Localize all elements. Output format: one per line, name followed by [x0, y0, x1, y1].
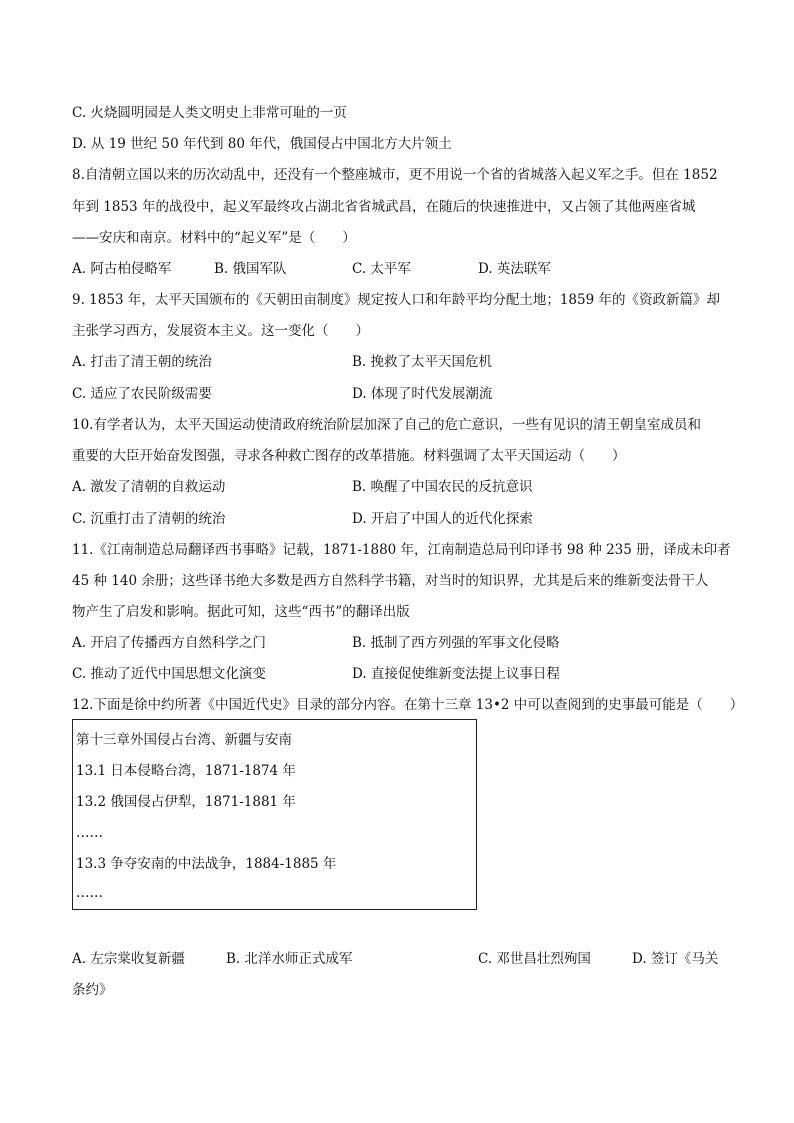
q11-option-c: C. 推动了近代中国思想文化演变 — [72, 666, 266, 682]
q9-option-c: C. 适应了农民阶级需要 — [72, 386, 212, 402]
q11-stem-line2: 45 种 140 余册；这些译书绝大多数是西方自然科学书籍，对当时的知识界，尤其是后来的维新变法骨干人 — [72, 573, 709, 589]
q12-option-d-continued: 条约》 — [72, 982, 113, 998]
q10-stem-line1: 10.有学者认为，太平天国运动使清政府统治阶层加深了自己的危亡意识，一些有见识的清王朝皇室成员和 — [72, 417, 701, 433]
q10-option-a: A. 激发了清朝的自救运动 — [72, 479, 226, 495]
q9-option-b: B. 挽救了太平天国危机 — [352, 354, 493, 370]
q12-option-b: B. 北洋水师正式成军 — [226, 951, 353, 967]
q9-option-a: A. 打击了清王朝的统治 — [72, 354, 212, 370]
q12-stem-line1: 12.下面是徐中约所著《中国近代史》目录的部分内容。在第十三章 13•2 中可以查阅到的史事最可能是（ ） — [72, 697, 744, 713]
q10-option-b: B. 唤醒了中国农民的反抗意识 — [352, 479, 533, 495]
q12-option-c: C. 邓世昌壮烈殉国 — [478, 951, 591, 967]
q8-option-a: A. 阿古柏侵略军 — [72, 261, 172, 277]
q10-option-c: C. 沉重打击了清朝的统治 — [72, 511, 226, 527]
table-of-contents-box — [72, 719, 477, 910]
toc-section-13-1: 13.1 日本侵略台湾，1871-1874 年 — [76, 763, 296, 779]
toc-ellipsis: …… — [76, 825, 103, 841]
toc-section-13-3: 13.3 争夺安南的中法战争，1884-1885 年 — [76, 856, 337, 872]
q11-option-d: D. 直接促使维新变法提上议事日程 — [352, 666, 560, 682]
q7-option-c: C. 火烧圆明园是人类文明史上非常可耻的一页 — [72, 105, 347, 121]
toc-ellipsis: …… — [76, 885, 103, 901]
toc-chapter-title: 第十三章外国侵占台湾、新疆与安南 — [76, 732, 292, 748]
q8-option-b: B. 俄国军队 — [214, 261, 287, 277]
q10-option-d: D. 开启了中国人的近代化探索 — [352, 511, 533, 527]
toc-section-13-2: 13.2 俄国侵占伊犁，1871-1881 年 — [76, 794, 296, 810]
q9-option-d: D. 体现了时代发展潮流 — [352, 386, 493, 402]
q12-option-d: D. 签订《马关 — [632, 951, 719, 967]
q9-stem-line2: 主张学习西方，发展资本主义。这一变化（ ） — [72, 323, 369, 339]
q8-option-c: C. 太平军 — [352, 261, 411, 277]
q9-stem-line1: 9. 1853 年，太平天国颁布的《天朝田亩制度》规定按人口和年龄平均分配土地；1859 年的《资政新篇》却 — [72, 292, 720, 308]
q12-option-a: A. 左宗棠收复新疆 — [72, 951, 185, 967]
q11-option-b: B. 抵制了西方列强的军事文化侵略 — [352, 635, 560, 651]
q10-stem-line2: 重要的大臣开始奋发图强，寻求各种救亡图存的改革措施。材料强调了太平天国运动（ ） — [72, 448, 626, 464]
q8-option-d: D. 英法联军 — [478, 261, 551, 277]
q11-option-a: A. 开启了传播西方自然科学之门 — [72, 635, 266, 651]
q8-stem-line1: 8.自清朝立国以来的历次动乱中，还没有一个整座城市，更不用说一个省的省城落入起义军之手。但在 1852 — [72, 167, 718, 183]
q7-option-d: D. 从 19 世纪 50 年代到 80 年代，俄国侵占中国北方大片领土 — [72, 136, 452, 152]
q11-stem-line3: 物产生了启发和影响。据此可知，这些“西书”的翻译出版 — [72, 604, 410, 620]
q11-stem-line1: 11.《江南制造总局翻译西书事略》记载，1871-1880 年，江南制造总局刊印译书 98 种 235 册，译成未印者 — [72, 542, 731, 558]
q8-stem-line2: 年到 1853 年的战役中，起义军最终攻占湖北省省城武昌，在随后的快速推进中，又占领了其他两座省城 — [72, 199, 696, 215]
q8-stem-line3: ——安庆和南京。材料中的“起义军”是（ ） — [72, 230, 356, 246]
